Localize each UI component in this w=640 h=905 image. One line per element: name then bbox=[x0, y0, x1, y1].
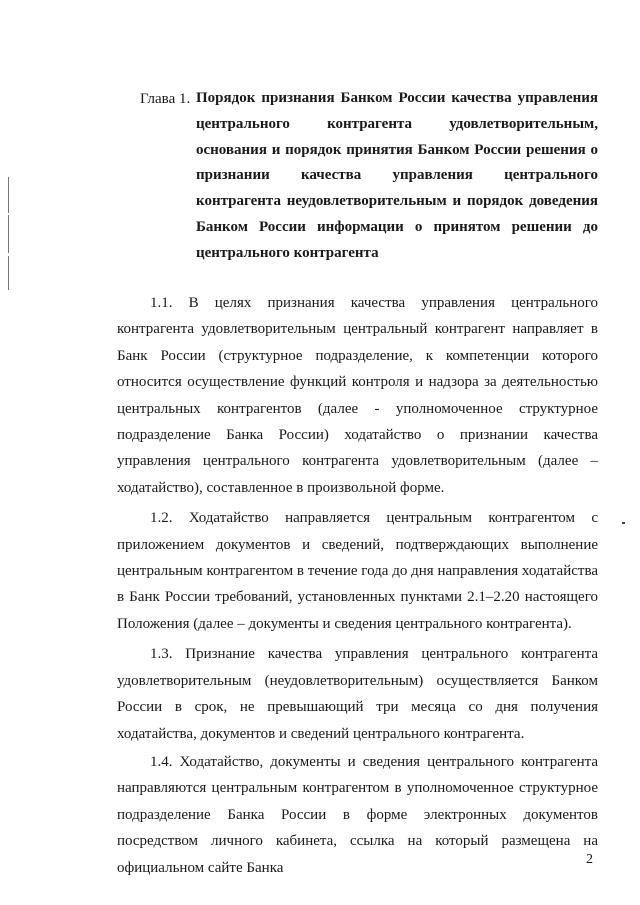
margin-scan-line bbox=[8, 256, 9, 290]
paragraph-1-1: 1.1. В целях признания качества управления центрального контрагента удовлетворительным центральный контрагент направляет в Банк России (структурное подразделение, к компетенции которого относится осуществление функций контроля и надзора за деятельностью центральных контрагентов (далее - уполномоченное структурное подразделение Банка России) ходатайство о признании качества управления центрального контрагента удовлетворительным (далее – ходатайство), составленное в произвольной форме. bbox=[117, 295, 598, 496]
margin-scan-line bbox=[8, 215, 9, 253]
page-number: 2 bbox=[586, 852, 593, 867]
document-body bbox=[117, 290, 598, 881]
margin-scan-line bbox=[8, 177, 9, 213]
paragraph-1-4: 1.4. Ходатайство, документы и сведения центрального контрагента направляются центральным контрагентом в уполномоченное структурное подразделение Банка России в форме электронных документов посредством личного кабинета, ссылка на который размещена на официальном сайте Банка bbox=[117, 753, 598, 876]
paragraph-1-2: 1.2. Ходатайство направляется центральным контрагентом с приложением документов и сведений, подтверждающих выполнение центральным контрагентом в течение года до дня направления ходатайства в Банк России требований, установленных пунктами 2.1–2.20 настоящего Положения (далее – документы и сведения центрального контрагента). bbox=[117, 510, 598, 632]
scan-artifact-mark bbox=[622, 522, 625, 524]
chapter-title: Порядок признания Банком России качества управления центрального контрагента удовлетворительным, основания и порядок принятия Банком России решения о признании качества управления центрального контрагента неудовлетворительным и порядок доведения Банком России информации о принятом решении до центрального контрагента bbox=[196, 90, 598, 261]
paragraph-1-3: 1.3. Признание качества управления центрального контрагента удовлетворительным (неудовлетворительным) осуществляется Банком России в срок, не превышающий три месяца со дня получения ходатайства, документов и сведений центрального контрагента. bbox=[117, 646, 598, 742]
chapter-prefix: Глава 1. bbox=[140, 91, 191, 107]
